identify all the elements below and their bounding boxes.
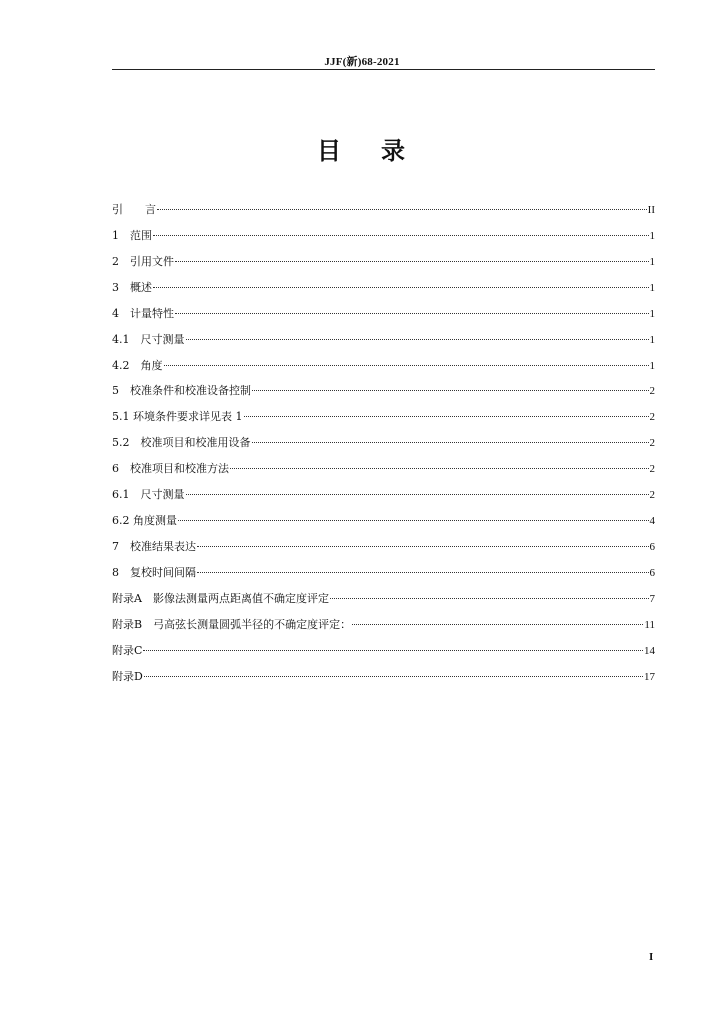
toc-entry-label: 8 复校时间间隔	[112, 565, 196, 579]
toc-entry-4[interactable]	[112, 304, 655, 330]
toc-entry-label: 5.2 校准项目和校准用设备	[112, 436, 251, 450]
toc-leader-dots	[153, 235, 649, 236]
toc-leader-dots	[230, 468, 649, 469]
toc-leader-dots	[186, 339, 649, 340]
toc-entry-page: 2	[649, 437, 655, 450]
toc-entry-3[interactable]	[112, 278, 655, 304]
toc-leader-dots	[153, 287, 649, 288]
toc-entry-appendix-a[interactable]	[112, 589, 655, 615]
toc-entry-label: 4.1 尺寸测量	[112, 332, 185, 346]
toc-entry-page: 1	[649, 229, 655, 242]
toc-entry-page: 11	[644, 618, 655, 631]
toc-entry-page: 1	[649, 307, 655, 320]
toc-entry-page: 7	[649, 592, 655, 605]
toc-title-char-2: 录	[381, 137, 407, 165]
toc-entry-6[interactable]	[112, 459, 655, 485]
toc-entry-5-1[interactable]	[112, 407, 655, 433]
table-of-contents	[112, 200, 655, 693]
toc-entry-label: 6 校准项目和校准方法	[112, 462, 229, 476]
toc-entry-page: 14	[644, 644, 655, 657]
toc-entry-label: 3 概述	[112, 280, 152, 294]
toc-entry-label: 5.1 环境条件要求详见表 1	[112, 410, 243, 424]
toc-entry-page: 1	[649, 333, 655, 346]
toc-leader-dots	[175, 261, 649, 262]
toc-entry-label: 4.2 角度	[112, 358, 163, 372]
toc-entry-page: 2	[649, 489, 655, 502]
toc-leader-dots	[186, 494, 649, 495]
toc-leader-dots	[197, 572, 649, 573]
toc-entry-page: 2	[649, 385, 655, 398]
toc-entry-label: 附录C	[112, 643, 143, 657]
toc-entry-page: 17	[644, 670, 655, 683]
document-code-header: JJF(新)68-2021	[324, 56, 400, 68]
toc-entry-label: 7 校准结果表达	[112, 539, 196, 553]
toc-entry-4-2[interactable]	[112, 356, 655, 382]
toc-entry-label: 附录D	[112, 669, 143, 683]
toc-entry-page: 1	[649, 359, 655, 372]
toc-leader-dots	[252, 442, 649, 443]
toc-leader-dots	[144, 676, 643, 677]
toc-entry-label: 4 计量特性	[112, 306, 174, 320]
toc-leader-dots	[157, 209, 647, 210]
toc-leader-dots	[352, 624, 643, 625]
toc-entry-label: 附录A 影像法测量两点距离值不确定度评定	[112, 591, 329, 605]
toc-entry-appendix-d[interactable]	[112, 667, 655, 693]
toc-entry-8[interactable]	[112, 563, 655, 589]
header-divider	[112, 69, 655, 70]
toc-entry-label: 2 引用文件	[112, 254, 174, 268]
toc-entry-label: 6.2 角度测量	[112, 514, 177, 528]
toc-leader-dots	[244, 416, 649, 417]
toc-title	[0, 131, 724, 166]
toc-entry-appendix-c[interactable]	[112, 641, 655, 667]
toc-leader-dots	[164, 365, 649, 366]
toc-entry-6-1[interactable]	[112, 485, 655, 511]
page-number: I	[649, 951, 654, 963]
toc-leader-dots	[175, 313, 649, 314]
toc-entry-label: 6.1 尺寸测量	[112, 488, 185, 502]
toc-entry-4-1[interactable]	[112, 330, 655, 356]
toc-entry-page: 1	[649, 255, 655, 268]
toc-entry-label: 5 校准条件和校准设备控制	[112, 384, 251, 398]
toc-entry-page: 6	[649, 566, 655, 579]
toc-leader-dots	[178, 520, 649, 521]
toc-entry-appendix-b[interactable]	[112, 615, 655, 641]
toc-leader-dots	[143, 650, 643, 651]
toc-entry-label: 附录B 弓高弦长测量圆弧半径的不确定度评定：	[112, 617, 352, 631]
toc-entry-page: 1	[649, 281, 655, 294]
toc-entry-page: 2	[649, 411, 655, 424]
toc-title-char-1: 目	[317, 137, 343, 165]
toc-entry-1[interactable]	[112, 226, 655, 252]
toc-entry-7[interactable]	[112, 537, 655, 563]
toc-leader-dots	[330, 598, 649, 599]
toc-entry-5[interactable]	[112, 381, 655, 407]
toc-entry-label: 引 言	[112, 203, 156, 216]
toc-entry-page: II	[647, 204, 655, 216]
toc-entry-page: 2	[649, 463, 655, 476]
toc-entry-5-2[interactable]	[112, 433, 655, 459]
toc-leader-dots	[252, 390, 649, 391]
toc-leader-dots	[197, 546, 649, 547]
toc-entry-2[interactable]	[112, 252, 655, 278]
toc-entry-page: 6	[649, 540, 655, 553]
toc-entry-6-2[interactable]	[112, 511, 655, 537]
toc-entry-label: 1 范围	[112, 228, 152, 242]
toc-entry-page: 4	[649, 515, 655, 528]
toc-entry-foreword[interactable]	[112, 200, 655, 226]
